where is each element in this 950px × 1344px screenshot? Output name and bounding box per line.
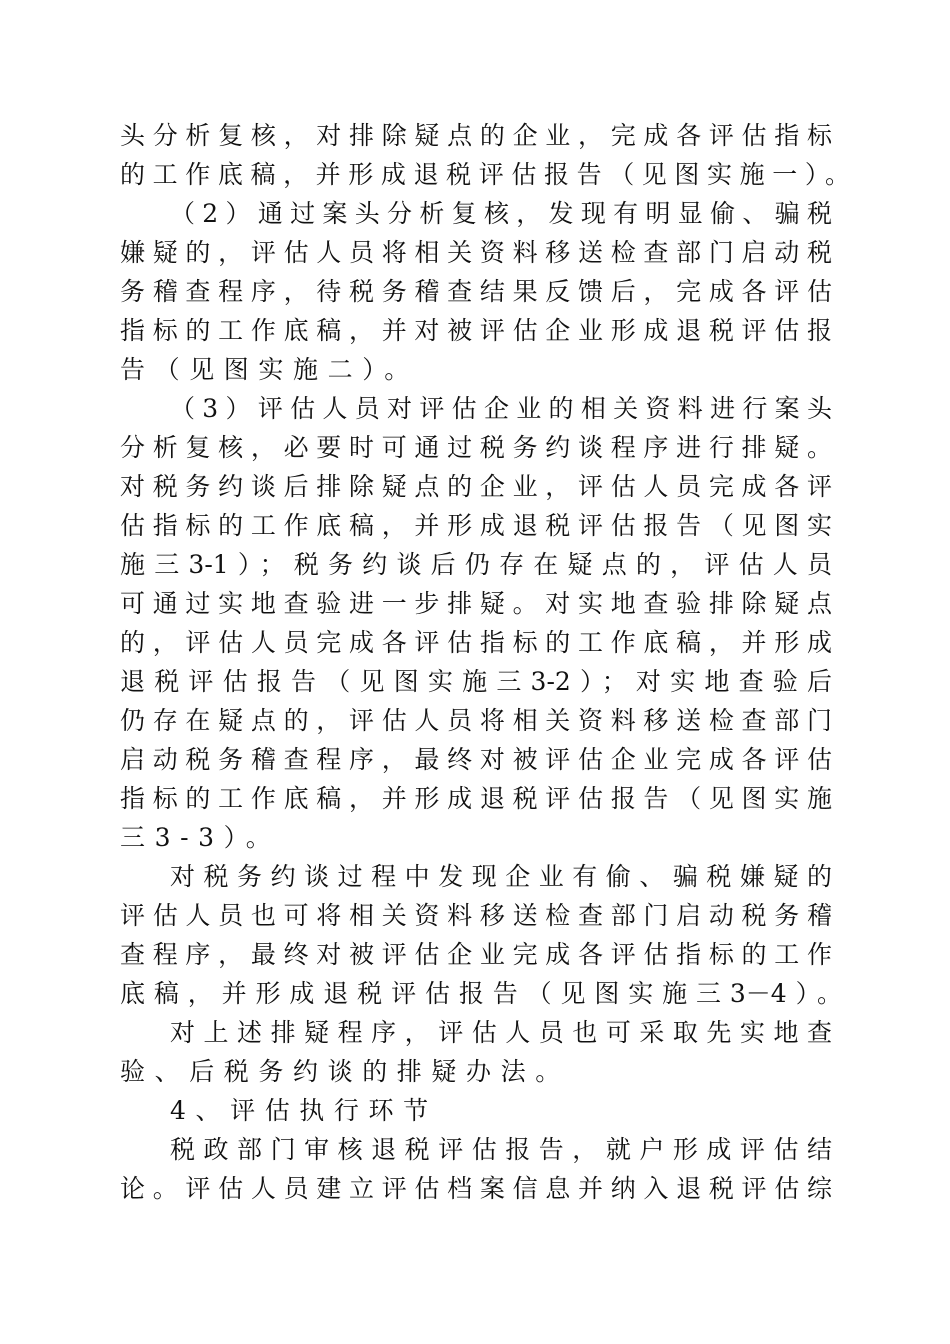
body-text-line: 对税务约谈后排除疑点的企业，评估人员完成各评 <box>120 472 832 501</box>
section-heading: 4、评估执行环节 <box>170 1096 438 1125</box>
body-text-line: 估指标的工作底稿，并形成退税评估报告（见图实 <box>120 511 832 540</box>
body-text-line: 评估人员也可将相关资料移送检查部门启动税务稽 <box>120 901 832 930</box>
body-text-line: 启动税务稽查程序，最终对被评估企业完成各评估 <box>120 745 832 774</box>
body-text-line: 分析复核，必要时可通过税务约谈程序进行排疑。 <box>120 433 832 462</box>
body-text-line: 嫌疑的，评估人员将相关资料移送检查部门启动税 <box>120 238 832 267</box>
paragraph-end-line: 三3-3）。 <box>120 823 281 852</box>
body-text-line: 施三3-1）；税务约谈后仍存在疑点的，评估人员 <box>120 550 832 579</box>
body-text-line: 头分析复核，对排除疑点的企业，完成各评估指标 <box>120 121 832 150</box>
paragraph-start-line: （3）评估人员对评估企业的相关资料进行案头 <box>170 394 832 423</box>
body-text-line: 退税评估报告（见图实施三3-2）；对实地查验后 <box>120 667 832 696</box>
paragraph-end-line: 验、后税务约谈的排疑办法。 <box>120 1057 570 1086</box>
body-text-line: 务稽查程序，待税务稽查结果反馈后，完成各评估 <box>120 277 832 306</box>
body-text-line: 的，评估人员完成各评估指标的工作底稿，并形成 <box>120 628 832 657</box>
paragraph-start-line: （2）通过案头分析复核，发现有明显偷、骗税 <box>170 199 832 228</box>
body-text-line: 查程序，最终对被评估企业完成各评估指标的工作 <box>120 940 832 969</box>
paragraph-end-line: 告（见图实施二）。 <box>120 355 419 384</box>
body-text-line: 指标的工作底稿，并形成退税评估报告（见图实施 <box>120 784 832 813</box>
paragraph-start-line: 税政部门审核退税评估报告，就户形成评估结 <box>170 1135 832 1164</box>
body-text-line: 可通过实地查验进一步排疑。对实地查验排除疑点 <box>120 589 832 618</box>
paragraph-start-line: 对税务约谈过程中发现企业有偷、骗税嫌疑的 <box>170 862 832 891</box>
body-text-line: 仍存在疑点的，评估人员将相关资料移送检查部门 <box>120 706 832 735</box>
body-text-line: 论。评估人员建立评估档案信息并纳入退税评估综 <box>120 1174 832 1203</box>
paragraph-end-line: 底稿，并形成退税评估报告（见图实施三3－4）。 <box>120 979 842 1008</box>
body-text-line: 指标的工作底稿，并对被评估企业形成退税评估报 <box>120 316 832 345</box>
body-text-line: 的工作底稿，并形成退税评估报告（见图实施一）。 <box>120 160 850 189</box>
paragraph-start-line: 对上述排疑程序，评估人员也可采取先实地查 <box>170 1018 832 1047</box>
